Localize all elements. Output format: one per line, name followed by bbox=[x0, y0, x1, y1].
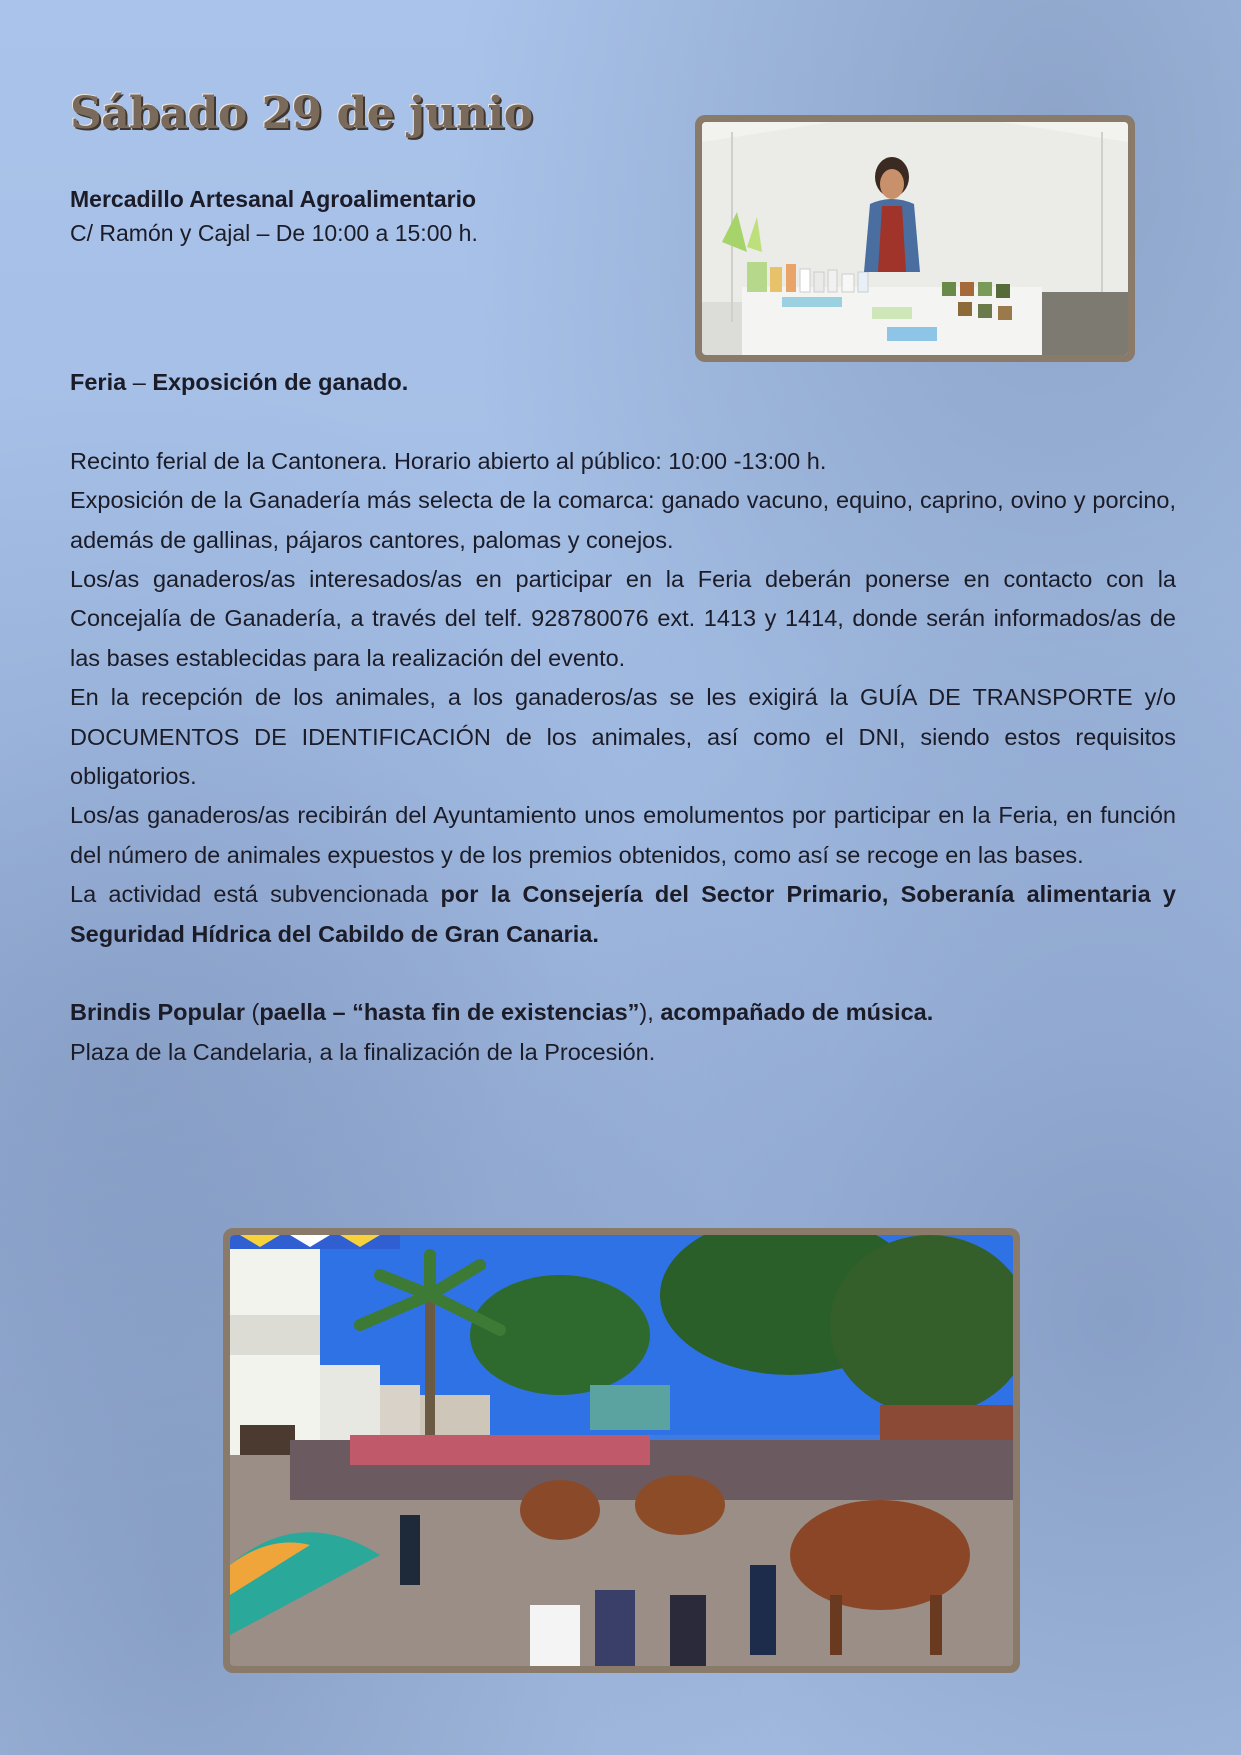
brindis-paella: paella – “hasta fin de existencias” bbox=[259, 999, 640, 1026]
feria-heading bbox=[70, 363, 1176, 402]
mercadillo-details: C/ Ramón y Cajal – De 10:00 a 15:00 h. bbox=[70, 220, 478, 246]
feria-paragraph-contact: Los/as ganaderos/as interesados/as en participar en la Feria deberán ponerse en contacto con la Concejalía de Ganadería, a través del telf. 928780076 ext. 1413 y 1414, donde serán informados/as de las bases establecidas para la realización del evento. bbox=[70, 566, 1176, 671]
feria-heading-b: Exposición de ganado. bbox=[152, 369, 409, 395]
cattle-parade-image bbox=[230, 1235, 1013, 1666]
mercadillo-heading: Mercadillo Artesanal Agroalimentario bbox=[70, 186, 477, 212]
cattle-parade-photo bbox=[223, 1228, 1020, 1673]
subsidy-entity: por la Consejería del Sector Primario, Soberanía alimentaria y Seguridad Hídrica del Cabildo de Gran Canaria. bbox=[70, 881, 1176, 947]
page-title: Sábado 29 de junio bbox=[70, 88, 533, 139]
subsidy-text: La actividad está subvencionada bbox=[70, 881, 441, 908]
market-stall-photo bbox=[695, 115, 1135, 362]
brindis-details: Plaza de la Candelaria, a la finalización de la Procesión. bbox=[70, 1038, 656, 1065]
feria-heading-a: Feria bbox=[70, 369, 127, 395]
feria-paragraph-subsidy bbox=[70, 875, 1176, 954]
spacer bbox=[70, 402, 1176, 441]
feria-paragraph-exhibition: Exposición de la Ganadería más selecta de la comarca: ganado vacuno, equino, caprino, ovino y porcino, además de gallinas, pájaros cantores, palomas y conejos. bbox=[70, 487, 1176, 553]
brindis-paren-close: ), bbox=[639, 999, 661, 1026]
spacer bbox=[70, 954, 1176, 993]
market-stall-image bbox=[702, 122, 1128, 355]
mercadillo-section bbox=[70, 182, 630, 250]
feria-heading-sep: – bbox=[126, 369, 153, 395]
feria-section bbox=[70, 363, 1176, 1072]
brindis-heading bbox=[70, 993, 1176, 1032]
feria-paragraph-location: Recinto ferial de la Cantonera. Horario abierto al público: 10:00 -13:00 h. bbox=[70, 447, 827, 474]
feria-paragraph-requirements: En la recepción de los animales, a los ganaderos/as se les exigirá la GUÍA DE TRANSPORTE y/o DOCUMENTOS DE IDENTIFICACIÓN de los animales, así como el DNI, siendo estos requisitos obligatorios. bbox=[70, 684, 1176, 790]
brindis-music: acompañado de música. bbox=[660, 999, 934, 1026]
brindis-paren-open: ( bbox=[244, 999, 260, 1026]
brindis-title: Brindis Popular bbox=[70, 999, 245, 1026]
feria-paragraph-payment: Los/as ganaderos/as recibirán del Ayuntamiento unos emolumentos por participar en la Feria, en función del número de animales expuestos y de los premios obtenidos, como así se recoge en las bases. bbox=[70, 802, 1176, 868]
